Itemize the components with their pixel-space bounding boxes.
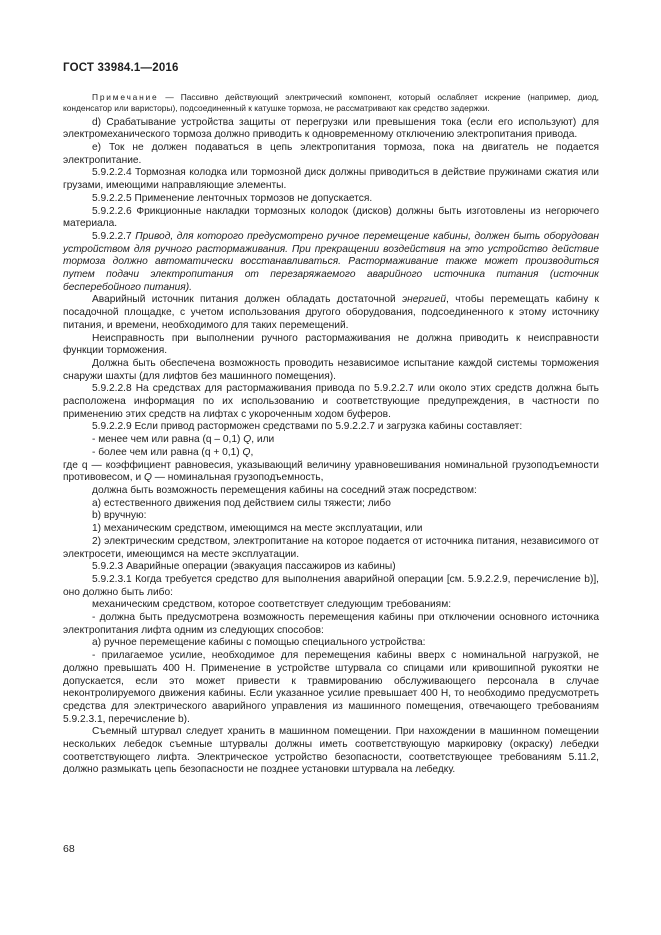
load-more-item xyxy=(63,447,599,460)
clause-5-9-2-2-8: 5.9.2.2.8 На средствах для растормаживания привода по 5.9.2.2.7 или около этих средств должна быть расположена информация по их использованию и соответствующие предупреждения, в частности по применению этих средств на лифтах с укороченным ходом буферов. xyxy=(63,383,599,420)
clause-5-9-2-3: 5.9.2.3 Аварийные операции (эвакуация пассажиров из кабины) xyxy=(92,561,396,573)
clause-5-9-2-3-1: 5.9.2.3.1 Когда требуется средство для выполнения аварийной операции [см. 5.9.2.2.9, перечисление b)], оно должно быть либо: xyxy=(63,573,599,598)
dash-item-2: - прилагаемое усилие, необходимое для перемещения кабины вверх с номинальной нагрузкой, не должно превышать 400 Н. Применение в устройстве штурвала со спицами или кривошипной рукоятки не допускается, если это может привести к травмированию обслуживающего персонала в случае неконтролируемого движения кабины. Если указанное усилие превышает 400 Н, то необходимо предусмотреть средства для электрического аварийного управления из машинного помещения, отвечающего требованиям 5.9.2.3.1, перечисление b). xyxy=(63,650,599,725)
move-paragraph: должна быть возможность перемещения кабины на соседний этаж посредством: xyxy=(92,484,477,496)
item-a-hand: а) ручное перемещение кабины с помощью специального устройства: xyxy=(92,637,426,649)
item-1-mechanical: 1) механическим средством, имеющимся на месте эксплуатации, или xyxy=(92,523,423,535)
text-run: , xyxy=(250,446,254,458)
item-b-manual: b) вручную: xyxy=(92,510,147,522)
clause-number: 5.9.2.2.7 xyxy=(92,230,136,242)
clause-5-9-2-2-9: 5.9.2.2.9 Если привод расторможен средствами по 5.9.2.2.7 и загрузка кабины составляет: xyxy=(92,421,523,433)
clause-5-9-2-2-4: 5.9.2.2.4 Тормозная колодка или тормозной диск должны приводиться в действие пружинами сжатия или грузами, имеющими направляющие элементы. xyxy=(63,167,599,192)
item-e: e) Ток не должен подаваться в цепь электропитания тормоза, пока на двигатель не подается электропитание. xyxy=(63,142,599,166)
where-paragraph xyxy=(63,460,599,485)
text-run: Аварийный источник питания должен обладать достаточной xyxy=(92,294,403,306)
text-run: - более чем или равна (q + 0,1) xyxy=(92,446,243,458)
wheel-paragraph: Съемный штурвал следует хранить в машинном помещении. При нахождении в машинном помещении нескольких лебедок съемные штурвалы должны иметь соответствующую маркировку (окраску) лебедки соответствующего лифта. Электрическое устройство безопасности, соответствующее требованиям 5.11.2, должно размыкать цепь безопасности не позднее установки штурвала на лебедку. xyxy=(63,726,599,776)
document-body xyxy=(63,92,599,777)
item-d: d) Срабатывание устройства защиты от перегрузки или превышения тока (если его используют) для электромеханического тормоза должно приводить к одновременному отключению электропитания привода. xyxy=(63,116,599,141)
note-paragraph xyxy=(63,92,599,114)
standard-header: ГОСТ 33984.1—2016 xyxy=(63,62,179,74)
mechanical-means-paragraph: механическим средством, которое соответствует следующим требованиям: xyxy=(92,599,452,611)
text-run: где q — коэффициент равновесия, указывающий величину уравновешивания номинальной грузоподъемности противовесом, и xyxy=(63,459,599,484)
item-2-electrical: 2) электрическим средством, электропитание на которое подается от источника питания, независимого от электросети, имеющимся на месте эксплуатации. xyxy=(63,535,599,560)
clause-5-9-2-2-6: 5.9.2.2.6 Фрикционные накладки тормозных колодок (дисков) должны быть изготовлены из негорючего материала. xyxy=(63,205,599,230)
clause-5-9-2-2-5: 5.9.2.2.5 Применение ленточных тормозов не допускается. xyxy=(92,192,373,204)
fault-paragraph: Неисправность при выполнении ручного растормаживания не должна приводить к неисправности функции торможения. xyxy=(63,332,599,357)
text-run-italic: Q xyxy=(242,446,251,458)
text-run: — номинальная грузоподъемность, xyxy=(151,472,324,484)
text-run: , чтобы перемещать кабину к посадочной площадке, с учетом использования другого оборудования, подсоединенного к этому источнику питания, и времени, необходимого для таких перемещений. xyxy=(63,294,599,331)
item-a-gravity: а) естественного движения под действием силы тяжести; либо xyxy=(92,497,391,509)
text-run: - менее чем или равна (q – 0,1) xyxy=(92,434,244,446)
text-run-italic: энергией xyxy=(402,294,447,306)
text-run-italic: Q xyxy=(143,472,152,484)
text-run-italic: Q xyxy=(243,434,252,446)
text-run: , или xyxy=(251,434,275,446)
load-less-item xyxy=(63,434,599,447)
emergency-power-paragraph xyxy=(63,294,599,332)
clause-text-italic: Привод, для которого предусмотрено ручное перемещение кабины, должен быть оборудован устройством для ручного растормаживания. При прекращении воздействия на это устройство действие тормоза должно автоматически восстанавливаться. Растормаживание также может производиться путем подачи электропитания от перезаряжаемого аварийного источника питания (источник бесперебойного питания). xyxy=(63,230,600,293)
test-paragraph: Должна быть обеспечена возможность проводить независимое испытание каждой системы торможения снаружи шахты (для лифтов без машинного помещения). xyxy=(63,357,599,382)
clause-5-9-2-2-7 xyxy=(63,231,599,295)
page-number: 68 xyxy=(63,843,75,855)
dash-item-1: - должна быть предусмотрена возможность перемещения кабины при отключении основного источника электропитания лифта одним из следующих способов: xyxy=(63,612,599,636)
note-label: Примечание xyxy=(92,92,159,102)
note-text: — Пассивно действующий электрический компонент, который ослабляет искрение (например, диод, конденсатор или варисторы), подсоединенный к катушке тормоза, не рассматривают как средство задержки. xyxy=(63,92,599,113)
